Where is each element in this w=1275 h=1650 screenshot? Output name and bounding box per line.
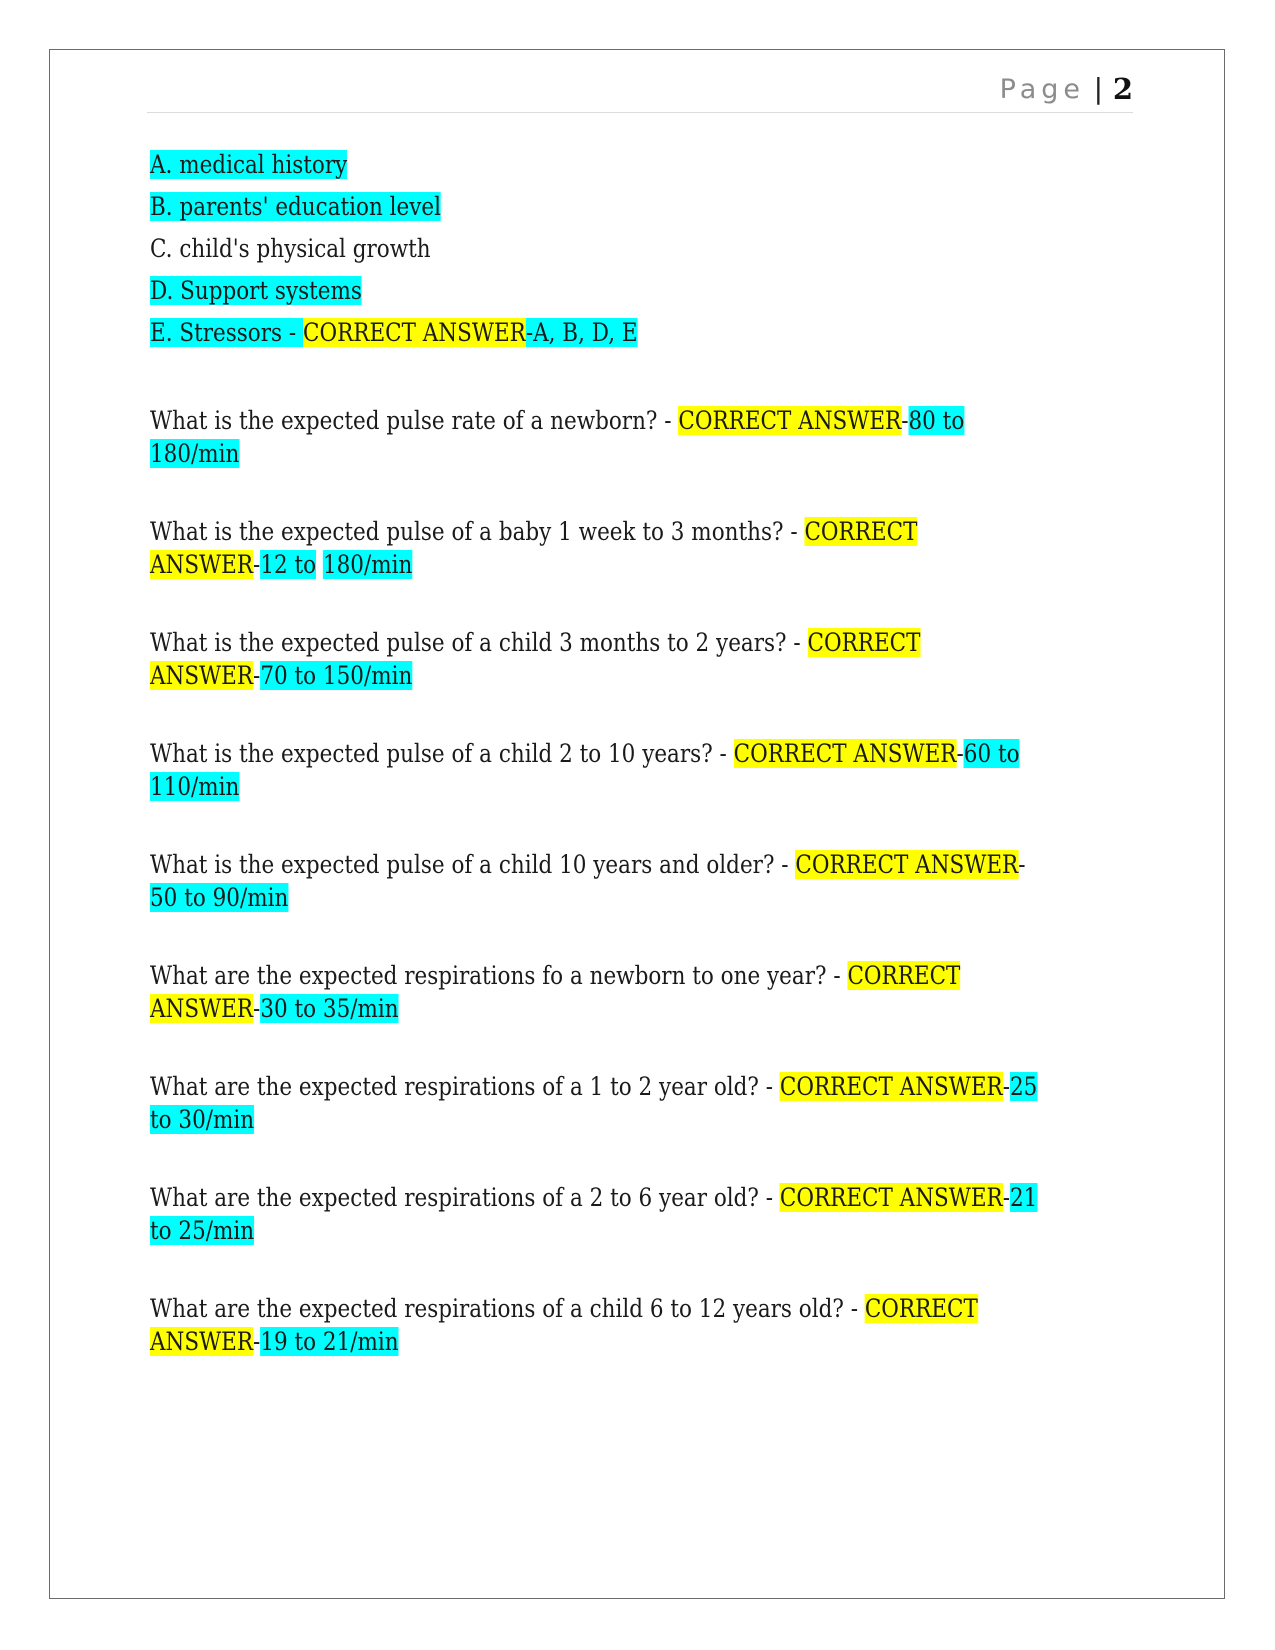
correct-answer-label: CORRECT: [807, 628, 921, 657]
correct-answer-label: ANSWER: [150, 994, 254, 1023]
correct-answer-label: ANSWER: [150, 661, 254, 690]
page-label: Page: [999, 74, 1085, 105]
page-number: 2: [1112, 72, 1133, 106]
option-a: A. medical history: [150, 150, 348, 179]
correct-answer-label: CORRECT ANSWER: [678, 406, 902, 435]
correct-answer-label: CORRECT ANSWER: [779, 1072, 1003, 1101]
answer-text: 25: [1010, 1072, 1038, 1101]
question-text: What are the expected respirations of a 1 to 2 year old? -: [150, 1072, 780, 1101]
answer-text: 30 to 35/min: [260, 994, 399, 1023]
document-body: [150, 148, 1120, 1403]
answer-text: to 30/min: [150, 1105, 255, 1134]
answer-text: 180/min: [150, 439, 240, 468]
qa-item: What is the expected pulse of a child 3 months to 2 years? - CORRECT ANSWER-70 to 150/min: [150, 628, 921, 690]
option-d: D. Support systems: [150, 276, 362, 305]
question-text: What is the expected pulse rate of a newborn? -: [150, 406, 679, 435]
correct-answer-label: CORRECT ANSWER: [779, 1183, 1003, 1212]
question-text: What are the expected respirations of a 2 to 6 year old? -: [150, 1183, 780, 1212]
qa-item: What is the expected pulse of a child 2 to 10 years? - CORRECT ANSWER-60 to 110/min: [150, 739, 1020, 801]
correct-answer-label: CORRECT: [847, 961, 961, 990]
answer-text: to 25/min: [150, 1216, 255, 1245]
qa-item: What are the expected respirations of a 1 to 2 year old? - CORRECT ANSWER-25 to 30/min: [150, 1072, 1038, 1134]
question-text: What is the expected pulse of a child 3 months to 2 years? -: [150, 628, 808, 657]
answer-text: 50 to 90/min: [150, 883, 289, 912]
correct-answer-label: CORRECT: [804, 517, 918, 546]
answer-text: 80 to: [908, 406, 965, 435]
page-separator: |: [1093, 72, 1103, 105]
answer-text: 70 to 150/min: [260, 661, 413, 690]
answer-text: 12 to: [260, 550, 317, 579]
correct-answer-label: CORRECT ANSWER: [733, 739, 957, 768]
answer-text: 110/min: [150, 772, 240, 801]
question-text: What are the expected respirations of a child 6 to 12 years old? -: [150, 1294, 865, 1323]
question-text: What is the expected pulse of a baby 1 week to 3 months? -: [150, 517, 805, 546]
qa-item: What are the expected respirations of a 2 to 6 year old? - CORRECT ANSWER-21 to 25/min: [150, 1183, 1038, 1245]
qa-item: What are the expected respirations of a child 6 to 12 years old? - CORRECT ANSWER-19 to 21/min: [150, 1294, 978, 1356]
correct-answer-label: CORRECT ANSWER: [795, 850, 1019, 879]
answer-text: 180/min: [322, 550, 413, 579]
correct-answer-label: CORRECT: [864, 1294, 978, 1323]
answer-text: -A, B, D, E: [525, 318, 638, 347]
correct-answer-label: ANSWER: [150, 550, 254, 579]
qa-item: What is the expected pulse of a baby 1 week to 3 months? - CORRECT ANSWER-12 to 180/min: [150, 517, 918, 579]
answer-text: 21: [1010, 1183, 1038, 1212]
page-header: [147, 72, 1133, 113]
answer-text: 60 to: [963, 739, 1020, 768]
option-e: E. Stressors - CORRECT ANSWER-A, B, D, E: [150, 318, 638, 347]
answer-text: 19 to 21/min: [260, 1327, 399, 1356]
question-text: What is the expected pulse of a child 10 years and older? -: [150, 850, 796, 879]
question-text: What are the expected respirations fo a newborn to one year? -: [150, 961, 848, 990]
qa-item: What are the expected respirations fo a newborn to one year? - CORRECT ANSWER-30 to 35/min: [150, 961, 961, 1023]
option-b: B. parents' education level: [150, 192, 442, 221]
correct-answer-label: ANSWER: [150, 1327, 254, 1356]
option-c: C. child's physical growth: [150, 234, 431, 263]
correct-answer-label: CORRECT ANSWER: [302, 318, 526, 347]
qa-item: What is the expected pulse rate of a newborn? - CORRECT ANSWER-80 to 180/min: [150, 406, 965, 468]
qa-item: What is the expected pulse of a child 10 years and older? - CORRECT ANSWER- 50 to 90/min: [150, 850, 1026, 912]
question-text: What is the expected pulse of a child 2 to 10 years? -: [150, 739, 734, 768]
